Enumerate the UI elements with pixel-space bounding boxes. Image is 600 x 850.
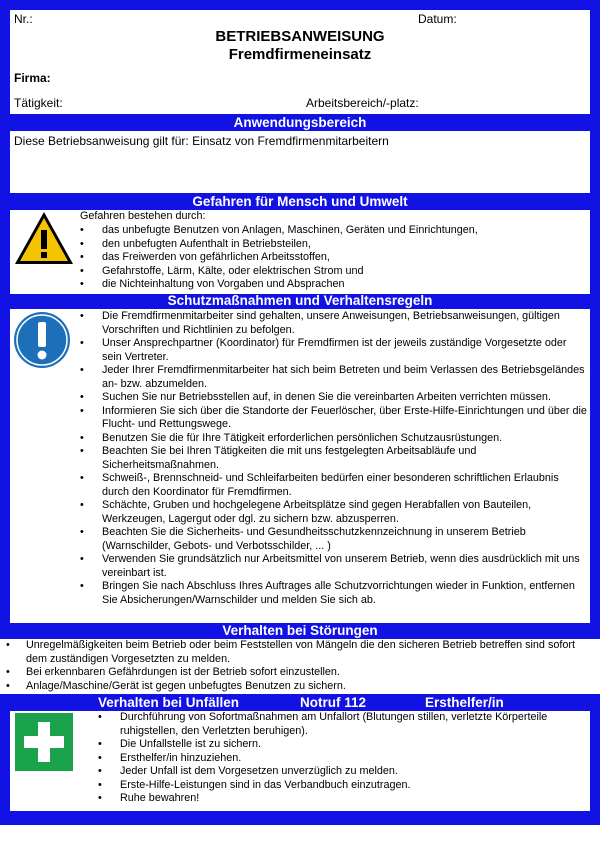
section-heading-stoerungen: Verhalten bei Störungen xyxy=(222,623,378,638)
page-title: BETRIEBSANWEISUNG xyxy=(215,28,385,45)
list-item: • Ersthelfer/in hinzuziehen. xyxy=(98,752,588,766)
page-subtitle: Fremdfirmeneinsatz xyxy=(228,46,372,63)
list-item: • Beachten Sie die Sicherheits- und Gesundheitsschutzkennzeichnung in unserem Betrieb (Warnschilder, Gebots- und Verbotsschilder, ... ) xyxy=(80,526,588,553)
mandatory-exclamation-icon xyxy=(13,311,71,369)
gefahren-box xyxy=(10,210,590,294)
unfaelle-box xyxy=(10,711,590,811)
anwendungsbereich-text: Diese Betriebsanweisung gilt für: Einsatz von Fremdfirmenmitarbeitern xyxy=(14,134,389,148)
nr-label: Nr.: xyxy=(14,12,33,26)
anwendungsbereich-box xyxy=(10,131,590,193)
list-item: • Verwenden Sie grundsätzlich nur Arbeitsmittel von unserem Betrieb, wenn dies ausdrücklich mit uns vereinbart ist. xyxy=(80,553,588,580)
unfaelle-list xyxy=(98,711,588,806)
list-item: • Jeder Ihrer Fremdfirmenmitarbeiter hat sich beim Betreten und beim Verlassen des Betriebsgeländes an- bzw. abzumelden. xyxy=(80,364,588,391)
list-item: • das unbefugte Benutzen von Anlagen, Maschinen, Geräten und Einrichtungen, xyxy=(80,224,585,238)
list-item: • Suchen Sie nur Betriebsstellen auf, in denen Sie die vereinbarten Arbeiten verrichten müssen. xyxy=(80,391,588,405)
list-item: • die Nichteinhaltung von Vorgaben und Absprachen xyxy=(80,278,585,292)
list-item: • Benutzen Sie die für Ihre Tätigkeit erforderlichen persönlichen Schutzausrüstungen. xyxy=(80,432,588,446)
list-item: • Durchführung von Sofortmaßnahmen am Unfallort (Blutungen stillen, verletzte Körperteile ruhigstellen, den Verletzten beruhigen). xyxy=(98,711,588,738)
arbeitsbereich-label: Arbeitsbereich/-platz: xyxy=(306,96,419,110)
list-item: • Bei erkennbaren Gefährdungen ist der Betrieb sofort einzustellen. xyxy=(6,666,591,680)
list-item: • Jeder Unfall ist dem Vorgesetzen unverzüglich zu melden. xyxy=(98,765,588,779)
list-item: • Unregelmäßigkeiten beim Betrieb oder beim Feststellen von Mängeln die den sicheren Betrieb betreffen sind sofort dem zuständigen Vorgesetzten zu melden. xyxy=(6,639,591,666)
stoerungen-box xyxy=(0,639,600,694)
taetigkeit-label: Tätigkeit: xyxy=(14,96,63,110)
section-heading-unfaelle: Verhalten bei Unfällen xyxy=(98,695,240,710)
list-item: • Anlage/Maschine/Gerät ist gegen unbefugtes Benutzen zu sichern. xyxy=(6,680,591,694)
firma-label: Firma: xyxy=(14,71,51,85)
ersthelfer-label: Ersthelfer/in xyxy=(425,695,504,710)
section-heading-schutzmassnahmen: Schutzmaßnahmen und Verhaltensregeln xyxy=(167,293,433,308)
schutz-box xyxy=(10,309,590,623)
list-item: • Gefahrstoffe, Lärm, Kälte, oder elektrischen Strom und xyxy=(80,265,585,279)
schutz-list xyxy=(80,310,588,607)
header-box xyxy=(10,10,590,114)
stoerungen-list xyxy=(6,639,591,693)
list-item: • Schweiß-, Brennschneid- und Schleifarbeiten bedürfen einer besonderen schriftlichen Erlaubnis durch den Koordinator für Fremdfirmen. xyxy=(80,472,588,499)
list-item: • das Freiwerden von gefährlichen Arbeitsstoffen, xyxy=(80,251,585,265)
list-item: • Bringen Sie nach Abschluss Ihres Auftrages alle Schutzvorrichtungen wieder in Funktion, entfernen Sie Absicherungen/Warnschilder und melden Sie sich ab. xyxy=(80,580,588,607)
gefahren-intro: Gefahren bestehen durch: xyxy=(80,210,206,222)
list-item: • den unbefugten Aufenthalt in Betriebsteilen, xyxy=(80,238,585,252)
section-heading-gefahren: Gefahren für Mensch und Umwelt xyxy=(192,194,408,209)
list-item: • Erste-Hilfe-Leistungen sind in das Verbandbuch einzutragen. xyxy=(98,779,588,793)
warning-triangle-icon xyxy=(13,210,75,266)
section-heading-anwendungsbereich: Anwendungsbereich xyxy=(233,115,367,130)
list-item: • Die Unfallstelle ist zu sichern. xyxy=(98,738,588,752)
datum-label: Datum: xyxy=(418,12,457,26)
list-item: • Die Fremdfirmenmitarbeiter sind gehalten, unsere Anweisungen, Betriebsanweisungen, gültigen Vorschriften und Richtlinien zu befolgen. xyxy=(80,310,588,337)
list-item: • Ruhe bewahren! xyxy=(98,792,588,806)
gefahren-list xyxy=(80,224,585,292)
first-aid-cross-icon xyxy=(15,713,73,771)
unfaelle-heading-row xyxy=(0,694,600,711)
notruf-label: Notruf 112 xyxy=(300,695,367,710)
list-item: • Informieren Sie sich über die Standorte der Feuerlöscher, über Erste-Hilfe-Einrichtungen und über die Flucht- und Rettungswege. xyxy=(80,405,588,432)
list-item: • Unser Ansprechpartner (Koordinator) für Fremdfirmen ist der jeweils zuständige Vorgesetzte oder sein Vertreter. xyxy=(80,337,588,364)
list-item: • Schächte, Gruben und hochgelegene Arbeitsplätze sind gegen Herabfallen von Bauteilen, Werkzeugen, Lagergut oder dgl. zu sichern bzw. abzusperren. xyxy=(80,499,588,526)
list-item: • Beachten Sie bei Ihren Tätigkeiten die mit uns festgelegten Arbeitsabläufe und Sicherheitsmaßnahmen. xyxy=(80,445,588,472)
